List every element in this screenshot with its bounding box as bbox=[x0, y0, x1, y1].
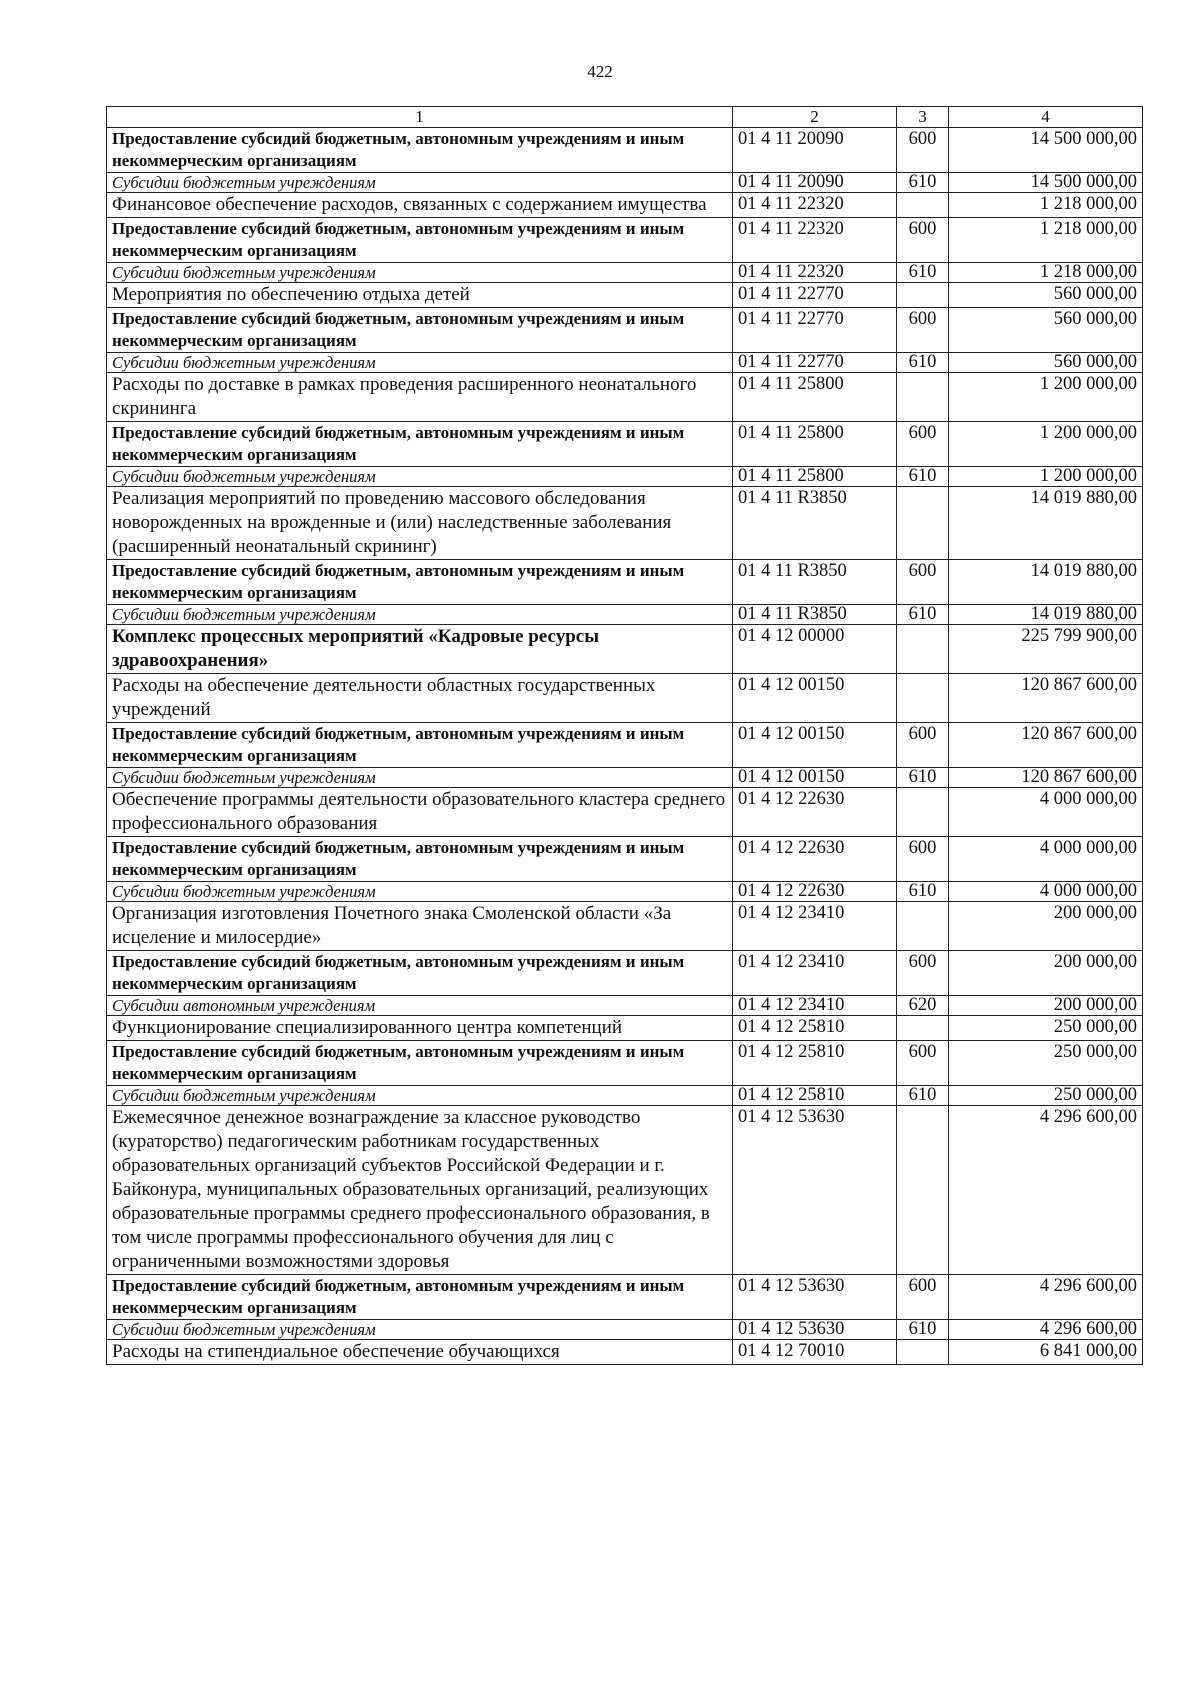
row-expense-type: 610 bbox=[897, 768, 949, 788]
row-code: 01 4 11 R3850 bbox=[733, 605, 897, 625]
row-name: Субсидии бюджетным учреждениям bbox=[107, 1320, 733, 1340]
table-row bbox=[107, 788, 1143, 837]
row-code: 01 4 11 20090 bbox=[733, 128, 897, 173]
table-row bbox=[107, 218, 1143, 263]
table-row bbox=[107, 1340, 1143, 1365]
header-col-4: 4 bbox=[949, 107, 1143, 128]
row-amount: 14 019 880,00 bbox=[949, 487, 1143, 560]
row-name: Обеспечение программы деятельности образовательного кластера среднего профессионального образования bbox=[107, 788, 733, 837]
row-amount: 200 000,00 bbox=[949, 902, 1143, 951]
row-name: Предоставление субсидий бюджетным, автономным учреждениям и иным некоммерческим организациям bbox=[107, 218, 733, 263]
row-amount: 250 000,00 bbox=[949, 1086, 1143, 1106]
row-amount: 6 841 000,00 bbox=[949, 1340, 1143, 1365]
row-code: 01 4 12 25810 bbox=[733, 1086, 897, 1106]
row-code: 01 4 11 20090 bbox=[733, 173, 897, 193]
row-amount: 1 200 000,00 bbox=[949, 373, 1143, 422]
table-row bbox=[107, 1016, 1143, 1041]
row-amount: 4 000 000,00 bbox=[949, 837, 1143, 882]
table-row bbox=[107, 625, 1143, 674]
row-name: Предоставление субсидий бюджетным, автономным учреждениям и иным некоммерческим организациям bbox=[107, 837, 733, 882]
table-row bbox=[107, 283, 1143, 308]
table-row bbox=[107, 1275, 1143, 1320]
row-code: 01 4 12 25810 bbox=[733, 1016, 897, 1041]
row-amount: 1 200 000,00 bbox=[949, 422, 1143, 467]
row-amount: 4 296 600,00 bbox=[949, 1275, 1143, 1320]
row-code: 01 4 11 25800 bbox=[733, 467, 897, 487]
row-expense-type bbox=[897, 487, 949, 560]
row-expense-type: 610 bbox=[897, 467, 949, 487]
row-expense-type: 610 bbox=[897, 605, 949, 625]
row-name: Мероприятия по обеспечению отдыха детей bbox=[107, 283, 733, 308]
row-expense-type: 600 bbox=[897, 723, 949, 768]
table-row bbox=[107, 467, 1143, 487]
row-expense-type: 600 bbox=[897, 218, 949, 263]
row-expense-type: 600 bbox=[897, 951, 949, 996]
table-row bbox=[107, 193, 1143, 218]
table-row bbox=[107, 902, 1143, 951]
row-expense-type: 610 bbox=[897, 353, 949, 373]
row-code: 01 4 12 00000 bbox=[733, 625, 897, 674]
row-name: Комплекс процессных мероприятий «Кадровые ресурсы здравоохранения» bbox=[107, 625, 733, 674]
row-name: Реализация мероприятий по проведению массового обследования новорожденных на врожденные и (или) наследственные заболевания (расширенный неонатальный скрининг) bbox=[107, 487, 733, 560]
row-name: Субсидии автономным учреждениям bbox=[107, 996, 733, 1016]
row-expense-type: 610 bbox=[897, 263, 949, 283]
row-expense-type bbox=[897, 1340, 949, 1365]
row-expense-type bbox=[897, 373, 949, 422]
row-amount: 225 799 900,00 bbox=[949, 625, 1143, 674]
table-row bbox=[107, 373, 1143, 422]
row-amount: 200 000,00 bbox=[949, 951, 1143, 996]
row-code: 01 4 12 23410 bbox=[733, 996, 897, 1016]
row-expense-type: 600 bbox=[897, 1041, 949, 1086]
row-name: Предоставление субсидий бюджетным, автономным учреждениям и иным некоммерческим организациям bbox=[107, 951, 733, 996]
row-amount: 1 218 000,00 bbox=[949, 193, 1143, 218]
table-header-row bbox=[107, 107, 1143, 128]
row-expense-type bbox=[897, 902, 949, 951]
row-code: 01 4 11 22770 bbox=[733, 283, 897, 308]
row-amount: 120 867 600,00 bbox=[949, 674, 1143, 723]
row-code: 01 4 11 22320 bbox=[733, 263, 897, 283]
row-amount: 4 000 000,00 bbox=[949, 882, 1143, 902]
row-name: Предоставление субсидий бюджетным, автономным учреждениям и иным некоммерческим организациям bbox=[107, 1275, 733, 1320]
table-row bbox=[107, 560, 1143, 605]
table-row bbox=[107, 837, 1143, 882]
row-code: 01 4 12 53630 bbox=[733, 1275, 897, 1320]
row-code: 01 4 12 00150 bbox=[733, 674, 897, 723]
row-name: Расходы по доставке в рамках проведения расширенного неонатального скрининга bbox=[107, 373, 733, 422]
table-row bbox=[107, 951, 1143, 996]
table-row bbox=[107, 768, 1143, 788]
row-expense-type bbox=[897, 1016, 949, 1041]
row-code: 01 4 11 R3850 bbox=[733, 487, 897, 560]
row-expense-type: 600 bbox=[897, 308, 949, 353]
row-amount: 4 296 600,00 bbox=[949, 1320, 1143, 1340]
row-expense-type: 600 bbox=[897, 422, 949, 467]
row-code: 01 4 11 22320 bbox=[733, 193, 897, 218]
row-amount: 120 867 600,00 bbox=[949, 768, 1143, 788]
row-name: Расходы на обеспечение деятельности областных государственных учреждений bbox=[107, 674, 733, 723]
table-row bbox=[107, 1320, 1143, 1340]
row-name: Субсидии бюджетным учреждениям bbox=[107, 263, 733, 283]
row-name: Предоставление субсидий бюджетным, автономным учреждениям и иным некоммерческим организациям bbox=[107, 308, 733, 353]
table-row bbox=[107, 422, 1143, 467]
row-expense-type bbox=[897, 1106, 949, 1275]
row-name: Организация изготовления Почетного знака Смоленской области «За исцеление и милосердие» bbox=[107, 902, 733, 951]
row-amount: 14 500 000,00 bbox=[949, 128, 1143, 173]
row-name: Субсидии бюджетным учреждениям bbox=[107, 353, 733, 373]
row-expense-type bbox=[897, 283, 949, 308]
table-row bbox=[107, 308, 1143, 353]
row-code: 01 4 12 23410 bbox=[733, 951, 897, 996]
row-name: Финансовое обеспечение расходов, связанных с содержанием имущества bbox=[107, 193, 733, 218]
row-expense-type: 600 bbox=[897, 837, 949, 882]
row-expense-type: 610 bbox=[897, 1320, 949, 1340]
row-code: 01 4 11 22770 bbox=[733, 353, 897, 373]
table-body bbox=[107, 128, 1143, 1365]
row-code: 01 4 12 00150 bbox=[733, 768, 897, 788]
row-name: Ежемесячное денежное вознаграждение за классное руководство (кураторство) педагогическим работникам государственных образовательных организаций субъектов Российской Федерации и г. Байконура, муниципальных образовательных организаций, реализующих образовательные программы среднего профессионального образования, в том числе программы профессионального обучения для лиц с ограниченными возможностями здоровья bbox=[107, 1106, 733, 1275]
row-code: 01 4 12 22630 bbox=[733, 788, 897, 837]
table-row bbox=[107, 882, 1143, 902]
row-amount: 250 000,00 bbox=[949, 1041, 1143, 1086]
row-amount: 4 296 600,00 bbox=[949, 1106, 1143, 1275]
row-amount: 14 500 000,00 bbox=[949, 173, 1143, 193]
header-col-1: 1 bbox=[107, 107, 733, 128]
header-col-3: 3 bbox=[897, 107, 949, 128]
row-amount: 120 867 600,00 bbox=[949, 723, 1143, 768]
page-number: 422 bbox=[587, 62, 613, 81]
row-code: 01 4 12 53630 bbox=[733, 1320, 897, 1340]
row-name: Субсидии бюджетным учреждениям bbox=[107, 605, 733, 625]
row-code: 01 4 11 22770 bbox=[733, 308, 897, 353]
row-amount: 560 000,00 bbox=[949, 308, 1143, 353]
row-name: Предоставление субсидий бюджетным, автономным учреждениям и иным некоммерческим организациям bbox=[107, 422, 733, 467]
row-code: 01 4 12 53630 bbox=[733, 1106, 897, 1275]
row-name: Расходы на стипендиальное обеспечение обучающихся bbox=[107, 1340, 733, 1365]
row-name: Предоставление субсидий бюджетным, автономным учреждениям и иным некоммерческим организациям bbox=[107, 560, 733, 605]
row-code: 01 4 11 22320 bbox=[733, 218, 897, 263]
table-row bbox=[107, 674, 1143, 723]
row-expense-type: 600 bbox=[897, 560, 949, 605]
row-amount: 250 000,00 bbox=[949, 1016, 1143, 1041]
row-code: 01 4 11 25800 bbox=[733, 422, 897, 467]
row-expense-type: 600 bbox=[897, 128, 949, 173]
row-code: 01 4 12 22630 bbox=[733, 882, 897, 902]
table-row bbox=[107, 1106, 1143, 1275]
row-amount: 200 000,00 bbox=[949, 996, 1143, 1016]
row-name: Предоставление субсидий бюджетным, автономным учреждениям и иным некоммерческим организациям bbox=[107, 128, 733, 173]
row-expense-type: 600 bbox=[897, 1275, 949, 1320]
row-name: Функционирование специализированного центра компетенций bbox=[107, 1016, 733, 1041]
row-expense-type bbox=[897, 625, 949, 674]
table-row bbox=[107, 605, 1143, 625]
row-expense-type: 620 bbox=[897, 996, 949, 1016]
row-code: 01 4 12 25810 bbox=[733, 1041, 897, 1086]
row-amount: 1 218 000,00 bbox=[949, 218, 1143, 263]
table-row bbox=[107, 128, 1143, 173]
header-col-2: 2 bbox=[733, 107, 897, 128]
row-name: Предоставление субсидий бюджетным, автономным учреждениям и иным некоммерческим организациям bbox=[107, 1041, 733, 1086]
row-amount: 4 000 000,00 bbox=[949, 788, 1143, 837]
row-amount: 560 000,00 bbox=[949, 283, 1143, 308]
row-expense-type bbox=[897, 674, 949, 723]
budget-table bbox=[106, 106, 1143, 1365]
row-expense-type bbox=[897, 788, 949, 837]
row-code: 01 4 11 25800 bbox=[733, 373, 897, 422]
row-code: 01 4 12 23410 bbox=[733, 902, 897, 951]
row-amount: 1 200 000,00 bbox=[949, 467, 1143, 487]
table-row bbox=[107, 263, 1143, 283]
row-amount: 14 019 880,00 bbox=[949, 605, 1143, 625]
row-code: 01 4 12 70010 bbox=[733, 1340, 897, 1365]
table-row bbox=[107, 487, 1143, 560]
row-code: 01 4 12 22630 bbox=[733, 837, 897, 882]
row-name: Предоставление субсидий бюджетным, автономным учреждениям и иным некоммерческим организациям bbox=[107, 723, 733, 768]
row-name: Субсидии бюджетным учреждениям bbox=[107, 467, 733, 487]
row-expense-type bbox=[897, 193, 949, 218]
table-row bbox=[107, 996, 1143, 1016]
row-amount: 560 000,00 bbox=[949, 353, 1143, 373]
row-name: Субсидии бюджетным учреждениям bbox=[107, 882, 733, 902]
row-expense-type: 610 bbox=[897, 173, 949, 193]
row-amount: 14 019 880,00 bbox=[949, 560, 1143, 605]
row-expense-type: 610 bbox=[897, 882, 949, 902]
row-code: 01 4 12 00150 bbox=[733, 723, 897, 768]
row-name: Субсидии бюджетным учреждениям bbox=[107, 768, 733, 788]
table-row bbox=[107, 1041, 1143, 1086]
row-code: 01 4 11 R3850 bbox=[733, 560, 897, 605]
table-row bbox=[107, 1086, 1143, 1106]
table-row bbox=[107, 353, 1143, 373]
table-row bbox=[107, 173, 1143, 193]
row-name: Субсидии бюджетным учреждениям bbox=[107, 1086, 733, 1106]
row-expense-type: 610 bbox=[897, 1086, 949, 1106]
row-name: Субсидии бюджетным учреждениям bbox=[107, 173, 733, 193]
table-row bbox=[107, 723, 1143, 768]
row-amount: 1 218 000,00 bbox=[949, 263, 1143, 283]
